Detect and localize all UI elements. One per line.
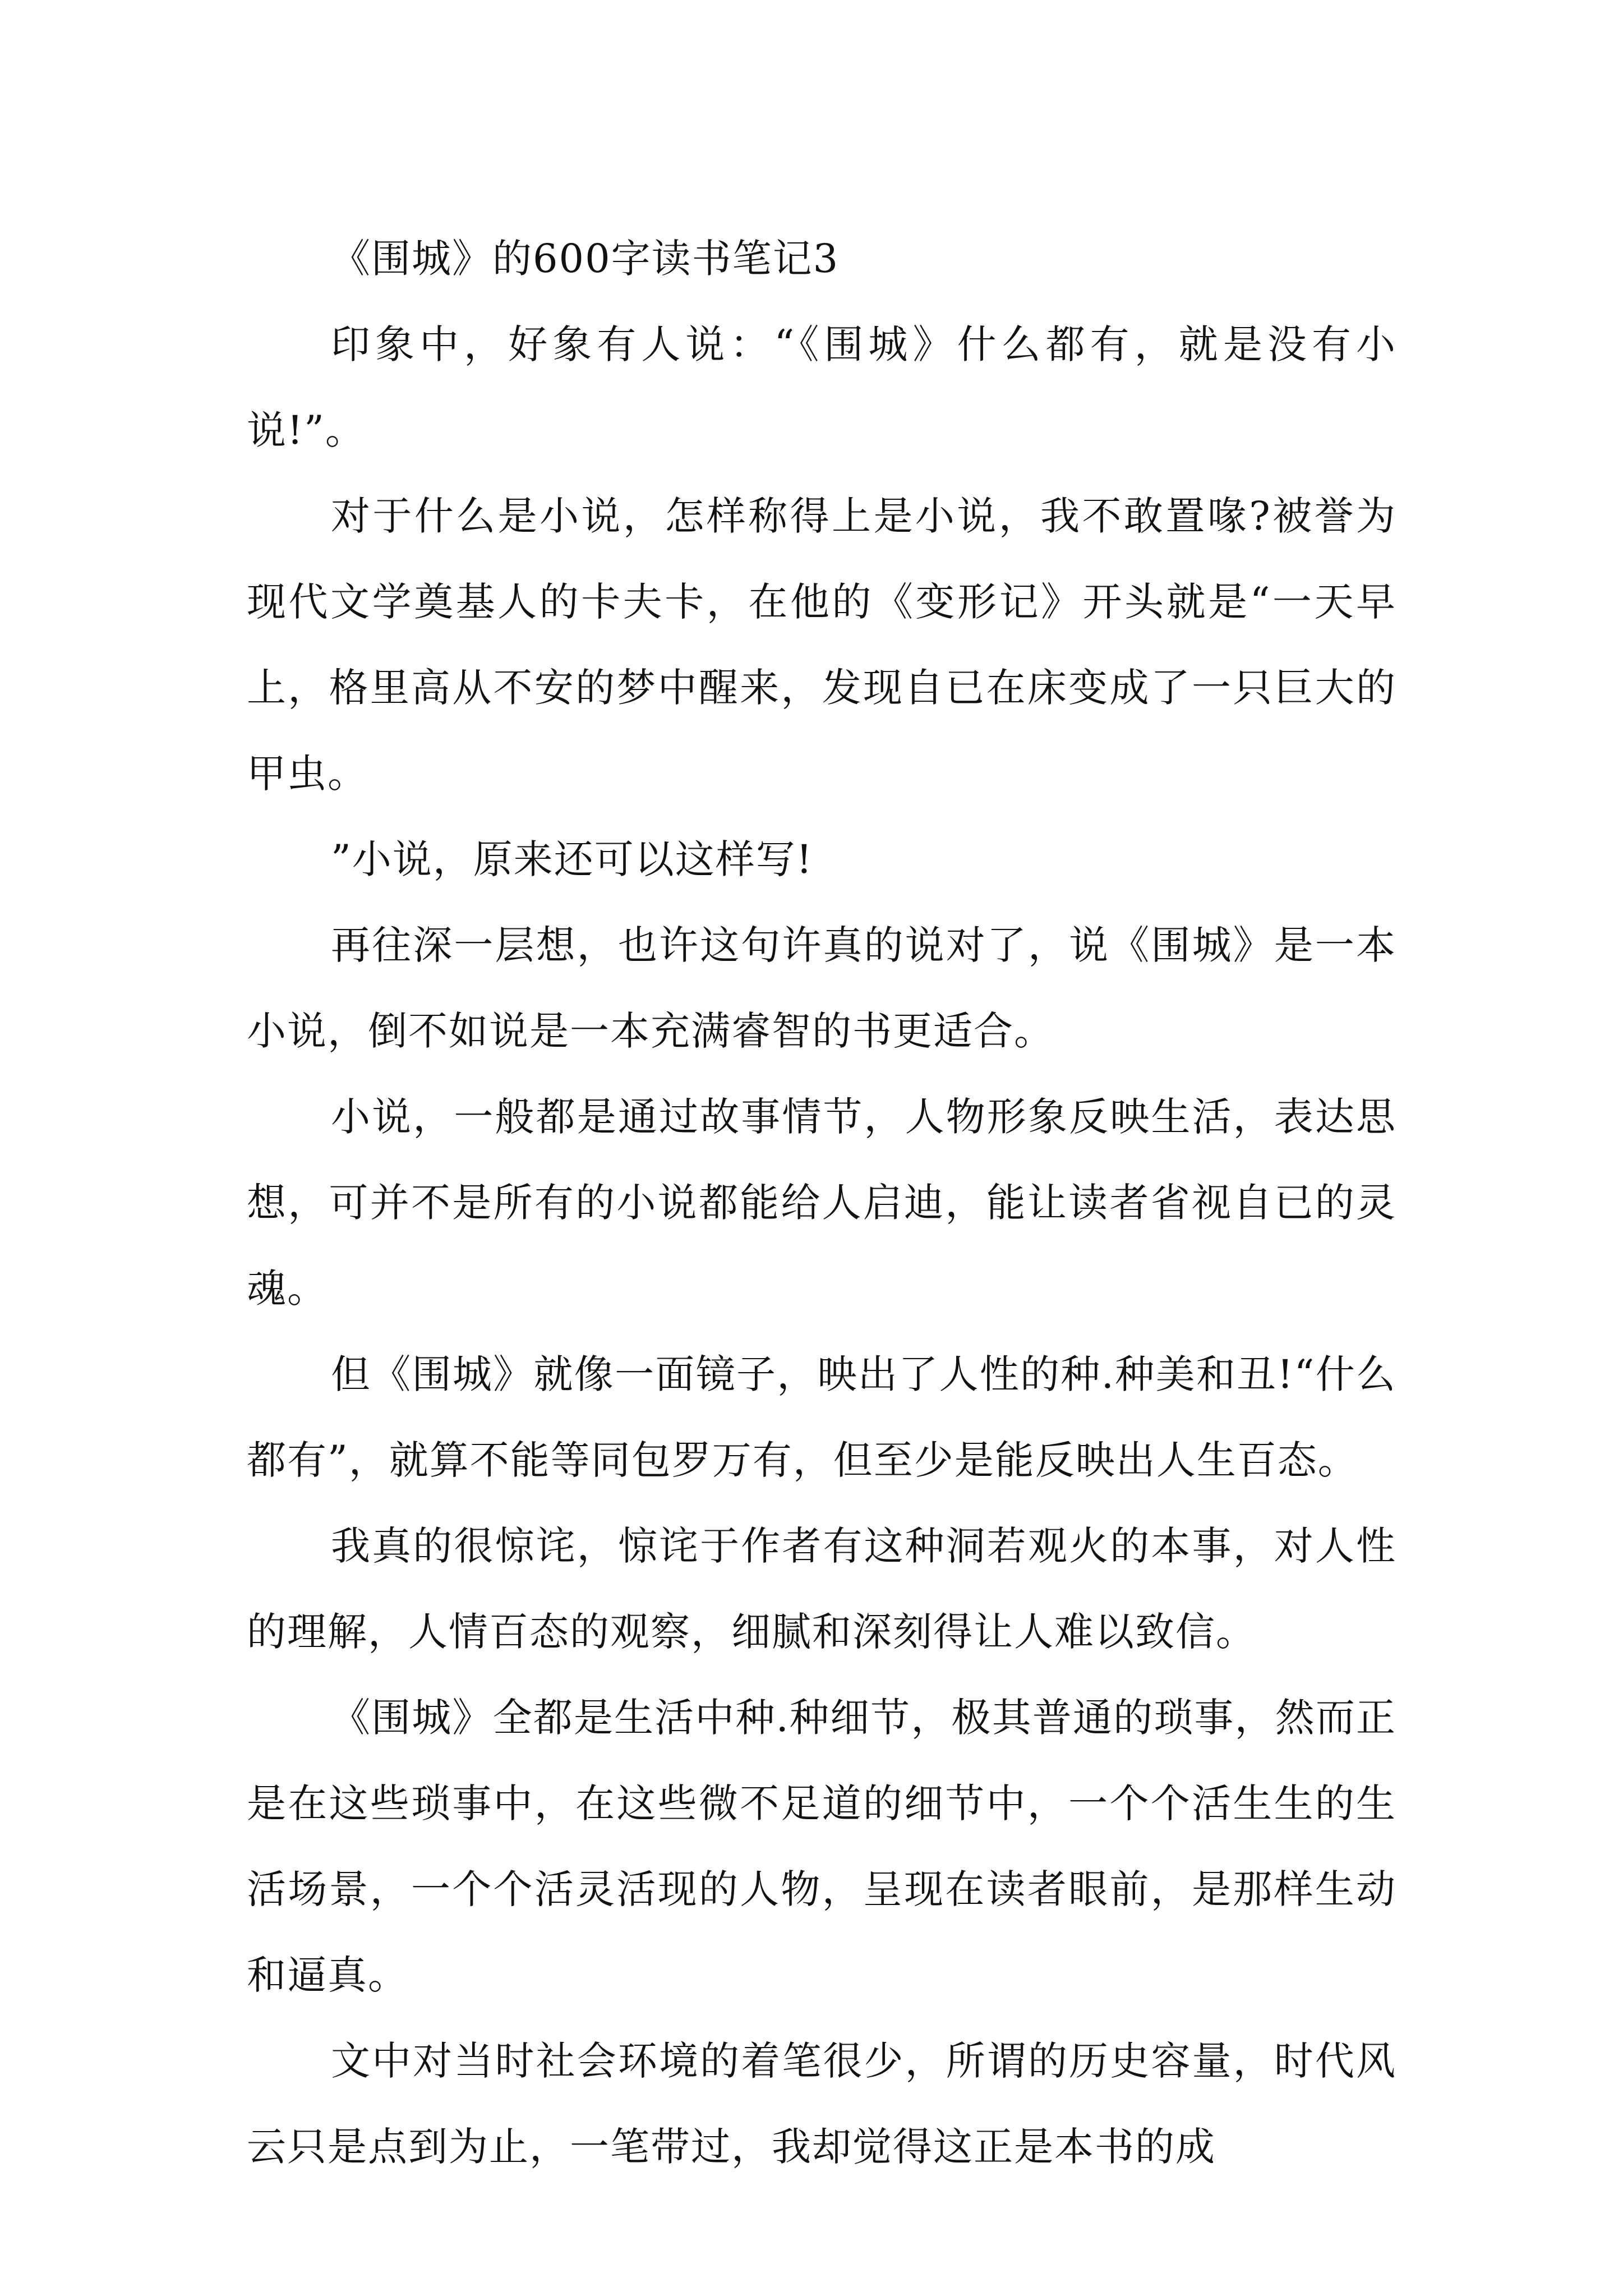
paragraph-2: 对于什么是小说，怎样称得上是小说，我不敢置喙?被誉为现代文学奠基人的卡夫卡，在他的《变形记》开头就是“一天早上，格里高从不安的梦中醒来，发现自已在床变成了一只巨大的甲虫。 [247, 493, 1396, 797]
document-body [247, 216, 1396, 2190]
paragraph-8: 《围城》全都是生活中种.种细节，极其普通的琐事，然而正是在这些琐事中，在这些微不足道的细节中，一个个活生生的生活场景，一个个活灵活现的人物，呈现在读者眼前，是那样生动和逼真。 [247, 1695, 1396, 1998]
paragraph-1: 印象中，好象有人说：“《围城》什么都有，就是没有小说!”。 [247, 321, 1396, 453]
paragraph-5: 小说，一般都是通过故事情节，人物形象反映生活，表达思想，可并不是所有的小说都能给人启迪，能让读者省视自已的灵魂。 [247, 1094, 1396, 1312]
paragraph-6: 但《围城》就像一面镜子，映出了人性的种.种美和丑!“什么都有”，就算不能等同包罗万有，但至少是能反映出人生百态。 [247, 1351, 1396, 1483]
paragraph-4: 再往深一层想，也许这句许真的说对了，说《围城》是一本小说，倒不如说是一本充满睿智的书更适合。 [247, 922, 1396, 1054]
paragraph-3: ”小说，原来还可以这样写! [331, 836, 813, 882]
document-title: 《围城》的600字读书笔记3 [331, 236, 840, 282]
paragraph-9: 文中对当时社会环境的着笔很少，所谓的历史容量，时代风云只是点到为止，一笔带过，我却觉得这正是本书的成 [247, 2038, 1396, 2170]
paragraph-7: 我真的很惊诧，惊诧于作者有这种洞若观火的本事，对人性的理解，人情百态的观察，细腻和深刻得让人难以致信。 [247, 1523, 1396, 1655]
